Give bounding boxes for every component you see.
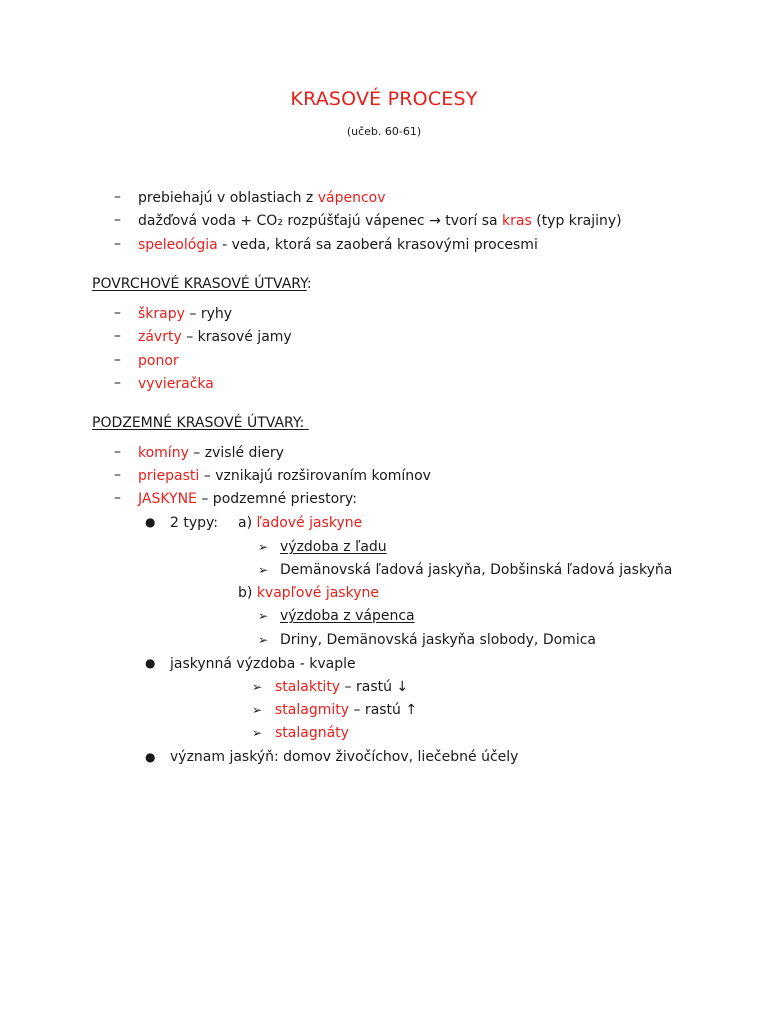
type-b-heading: b) kvapľové jaskyne [238,585,379,601]
type-b-item-2: Driny, Demänovská jaskyňa slobody, Domica [280,632,596,648]
surface-item-3: ponor [138,353,179,369]
decor-item-1: stalaktity – rastú ↓ [275,679,409,695]
dash-bullet: – [114,212,121,228]
section-heading-surface: POVRCHOVÉ KRASOVÉ ÚTVARY: [92,276,312,292]
dash-bullet: – [114,328,121,344]
surface-item-1: škrapy – ryhy [138,306,233,322]
arrow-bullet-icon: ➢ [258,563,269,577]
intro-item-2: dažďová voda + CO₂ rozpúšťajú vápenec → tvorí sa kras (typ krajiny) [138,213,622,229]
dash-bullet: – [114,305,121,321]
page-subtitle: (učeb. 60-61) [346,125,422,138]
section-heading-underground: PODZEMNÉ KRASOVÉ ÚTVARY: [92,415,305,431]
underground-item-3: JASKYNE – podzemné priestory: [138,491,357,507]
dash-bullet: – [114,490,121,506]
round-bullet: ● [145,750,156,764]
underground-item-2: priepasti – vznikajú rozširovaním komínov [138,468,431,484]
intro-item-1: prebiehajú v oblastiach z vápencov [138,190,386,206]
arrow-bullet-icon: ➢ [252,726,263,740]
arrow-bullet-icon: ➢ [258,633,269,647]
underground-item-1: komíny – zvislé diery [138,445,284,461]
decor-item-2: stalagmity – rastú ↑ [275,702,418,718]
dash-bullet: – [114,236,121,252]
types-label: 2 typy: [170,515,219,531]
arrow-bullet-icon: ➢ [258,609,269,623]
decor-label: jaskynná výzdoba - kvaple [170,656,356,672]
arrow-bullet-icon: ➢ [252,703,263,717]
round-bullet: ● [145,656,156,670]
arrow-bullet-icon: ➢ [258,540,269,554]
round-bullet: ● [145,515,156,529]
dash-bullet: – [114,375,121,391]
page-title: KRASOVÉ PROCESY [290,88,478,110]
intro-item-3: speleológia - veda, ktorá sa zaoberá krasovými procesmi [138,237,538,253]
dash-bullet: – [114,467,121,483]
significance-item: význam jaskýň: domov živočíchov, liečebné účely [170,749,519,765]
type-a-item-2: Demänovská ľadová jaskyňa, Dobšinská ľadová jaskyňa [280,562,673,578]
type-a-heading: a) ľadové jaskyne [238,515,363,531]
surface-item-2: závrty – krasové jamy [138,329,292,345]
arrow-bullet-icon: ➢ [252,680,263,694]
type-b-item-1: výzdoba z vápenca [280,608,415,624]
type-a-item-1: výzdoba z ľadu [280,539,387,555]
dash-bullet: – [114,444,121,460]
dash-bullet: – [114,352,121,368]
decor-item-3: stalagnáty [275,725,349,741]
dash-bullet: – [114,189,121,205]
surface-item-4: vyvieračka [138,376,214,392]
